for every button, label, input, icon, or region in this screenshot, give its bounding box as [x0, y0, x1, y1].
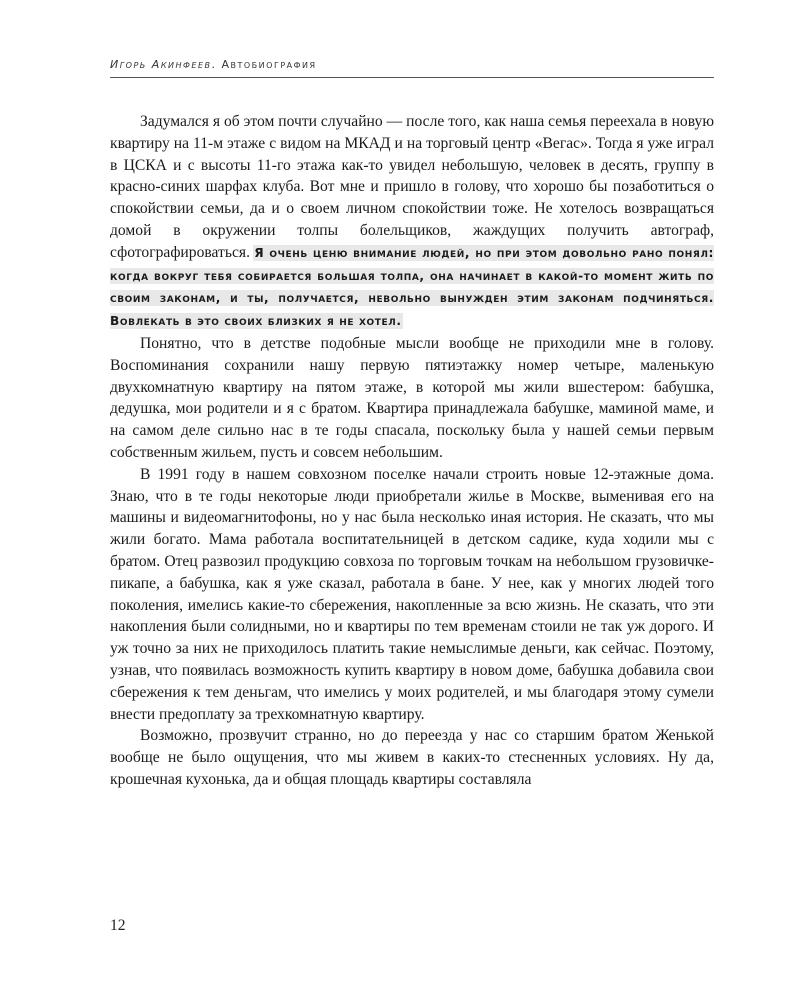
- paragraph-1-text: Задумался я об этом почти случайно — после того, как наша семья переехала в новую квартиру на 11-м этаже с видом на МКАД и на торговый центр «Вегас». Тогда я уже играл в ЦСКА и с высоты 11-го этажа как-то увидел небольшую, человек в десять, группу в красно-синих шарфах клуба. Вот мне и пришло в голову, что хорошо бы позаботиться о спокойствии семьи, да и о своем личном спокойствии тоже. Не хотелось возвращаться домой в окружении толпы болельщиков, жаждущих получить автограф, сфотографироваться.: [110, 113, 714, 261]
- running-head-title: Автобиография: [221, 58, 317, 71]
- paragraph-4: Возможно, прозвучит странно, но до переезда у нас со старшим братом Женькой вообще не было ощущения, что мы живем в каких-то стесненных условиях. Ну да, крошечная кухонька, да и общая площадь квартиры составляла: [110, 727, 714, 788]
- header-rule: [110, 77, 714, 78]
- body-text: [110, 111, 714, 791]
- paragraph-1: [110, 111, 714, 333]
- paragraph-2: Понятно, что в детстве подобные мысли вообще не приходили мне в голову. Воспоминания сохранили нашу первую пятиэтажку номер четыре, маленькую двухкомнатную квартиру на пятом этаже, в которой мы жили вшестером: бабушка, дедушка, мои родители и я с братом. Квартира принадлежала бабушке, маминой маме, и на самом деле сильно нас в те годы спасала, поскольку была у нашей семьи первым собственным жильем, пусть и совсем небольшим.: [110, 334, 714, 461]
- running-head: [110, 58, 317, 71]
- page-number: 12: [110, 917, 126, 934]
- running-head-author: Игорь Акинфеев: [110, 58, 212, 71]
- paragraph-3: В 1991 году в нашем совхозном поселке начали строить новые 12-этажные дома. Знаю, что в те годы некоторые люди приобретали жилье в Москве, выменивая его на машины и видеомагнитофоны, но у нас была несколько иная история. Не сказать, что мы жили богато. Мама работала воспитательницей в детском садике, куда ходили мы с братом. Отец развозил продукцию совхоза по торговым точкам на небольшом грузовичке-пикапе, а бабушка, как я уже сказал, работала в бане. У нее, как у многих людей того поколения, имелись какие-то сбережения, накопленные за всю жизнь. Не сказать, что эти накопления были солидными, но и квартиры по тем временам стоили не так уж дорого. И уж точно за них не приходилось платить такие немыслимые деньги, как сейчас. Поэтому, узнав, что появилась возможность купить квартиру в новом доме, бабушка добавила свои сбережения к тем деньгам, что имелись у моих родителей, и мы благодаря этому сумели внести предоплату за трехкомнатную квартиру.: [110, 465, 714, 723]
- highlighted-quote: Я очень ценю внимание людей, но при этом довольно рано понял: когда вокруг тебя собирается большая толпа, она начинает в какой-то момент жить по своим законам, и ты, получается, невольно вынужден этим законам подчиняться. Вовлекать в это своих близких я не хотел.: [110, 245, 714, 329]
- running-head-separator: .: [211, 58, 222, 71]
